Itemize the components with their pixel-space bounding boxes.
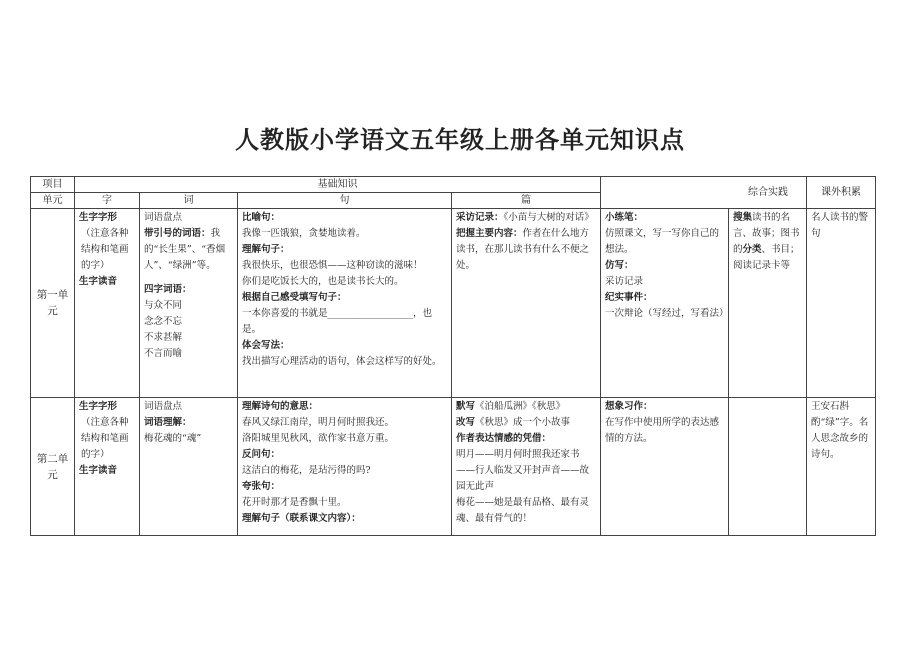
header-ci: 词 <box>140 193 238 209</box>
unit1-extra-cell <box>807 209 876 398</box>
unit1-prac-t3: 一次辩论（写经过，写看法） <box>605 308 729 319</box>
unit2-pian-t3a: 明月——明月何时照我还家书——行人临发又开封声音——故园无此声 <box>456 449 590 492</box>
unit1-ci-idiom: 与众不同 <box>144 300 183 311</box>
unit2-practice-b-cell <box>729 398 807 536</box>
unit1-ju-h3: 根据自己感受填写句子： <box>242 292 347 303</box>
unit2-pian-h2: 改写 <box>456 417 476 428</box>
page-title: 人教版小学语文五年级上册各单元知识点 <box>235 126 685 154</box>
unit1-ci-idiom: 不言而喻 <box>144 348 183 359</box>
unit2-pian-h3: 作者表达情感的凭借： <box>456 433 552 444</box>
unit1-ci-panel: 词语盘点 <box>144 212 183 223</box>
unit1-ju-t4: 找出描写心理活动的语句，体会这样写的好处。 <box>242 356 442 367</box>
unit1-ju-t3: 一本你喜爱的书就是__________________，也是。 <box>242 308 433 335</box>
unit2-ju-h4: 理解句子（联系课文内容）： <box>242 513 361 524</box>
unit2-pian-t1: 《泊船瓜洲》《秋思》 <box>475 401 566 412</box>
unit1-pian-h2: 把握主要内容： <box>456 228 523 239</box>
unit1-ju-h1: 比喻句： <box>242 212 281 223</box>
unit1-label: 第一单元 <box>31 209 75 398</box>
header-practice: 综合实践 <box>601 177 807 209</box>
unit2-ju-h1: 理解诗句的意思： <box>242 401 319 412</box>
header-zi: 字 <box>75 193 140 209</box>
unit2-zi-note: （注意各种结构和笔画的字） <box>81 417 129 460</box>
unit2-practice-a-cell <box>601 398 729 536</box>
unit1-practice-a-cell <box>601 209 729 398</box>
unit2-ju-cell <box>238 398 452 536</box>
unit2-pian-t3b: 梅花——她是最有品格、最有灵魂、最有骨气的！ <box>456 497 590 524</box>
unit1-pian-t1: 《小苗与大树的对话》 <box>503 212 594 223</box>
unit1-ju-cell <box>238 209 452 398</box>
unit1-prac-h2: 仿写： <box>605 260 634 271</box>
unit1-pracb-h1: 搜集 <box>733 212 753 223</box>
unit1-pian-h1: 采访记录： <box>456 212 504 223</box>
unit1-pracb-h2: 分类 <box>742 244 762 255</box>
unit2-prac-t1: 在写作中使用所学的表达感情的方法。 <box>605 417 720 444</box>
unit2-ju-t3: 花开时那才是香飘十里。 <box>242 497 347 508</box>
unit2-extra-cell <box>807 398 876 536</box>
unit2-zi-sound: 生字读音 <box>79 465 118 476</box>
header-basic: 基础知识 <box>75 177 601 193</box>
unit1-prac-t1: 仿照课文，写一写你自己的想法。 <box>605 228 720 255</box>
unit1-ju-t2a: 我很快乐，也很恐惧——这种窃读的滋味！ <box>242 260 423 271</box>
unit1-ju-h2: 理解句子： <box>242 244 290 255</box>
unit1-ju-t2b: 你们是吃饭长大的，也是读书长大的。 <box>242 276 404 287</box>
unit2-ju-h2: 反问句： <box>242 449 281 460</box>
unit1-ju-h4: 体会写法： <box>242 340 290 351</box>
unit1-prac-h1: 小练笔： <box>605 212 644 223</box>
unit1-zi-cell <box>75 209 140 398</box>
unit1-zi-sound: 生字读音 <box>79 276 118 287</box>
unit1-zi-note: （注意各种结构和笔画的字） <box>81 228 129 271</box>
unit2-ci-panel: 词语盘点 <box>144 401 183 412</box>
unit1-prac-t2: 采访记录 <box>605 276 644 287</box>
unit1-pian-cell <box>452 209 601 398</box>
unit2-ci-l3: 梅花魂的“魂” <box>144 433 202 444</box>
header-extra: 课外积累 <box>807 177 876 209</box>
unit1-zi-form: 生字字形 <box>79 212 118 223</box>
unit1-practice-b-cell <box>729 209 807 398</box>
unit2-zi-cell <box>75 398 140 536</box>
unit1-pian-t2: 作者在什么地方读书，在那儿读书有什么不便之处。 <box>456 228 590 271</box>
unit2-ci-head: 词语理解： <box>144 417 192 428</box>
unit2-ci-cell <box>140 398 238 536</box>
unit1-pracb-t1b: 、书目；阅读记录卡等 <box>733 244 800 271</box>
header-ju: 句 <box>238 193 452 209</box>
unit1-ci-quoted-body: 我的“长生果”、“香烟人”、“绿洲”等。 <box>144 228 226 271</box>
unit1-pracb-t1a: 读书的名言、故事；图书的 <box>733 212 800 255</box>
header-pian: 篇 <box>452 193 601 209</box>
unit2-row <box>31 398 876 536</box>
unit1-ju-t1: 我像一匹饿狼，贪婪地读着。 <box>242 228 366 239</box>
unit1-extra: 名人读书的警句 <box>811 212 869 239</box>
unit2-extra: 王安石斟酌“绿”字。名人思念故乡的诗句。 <box>811 401 869 460</box>
unit1-ci-idiom: 不求甚解 <box>144 332 183 343</box>
unit2-label: 第二单元 <box>31 398 75 536</box>
unit1-ci-quoted-head: 带引号的词语： <box>144 228 211 239</box>
unit2-ju-h3: 夸张句： <box>242 481 281 492</box>
unit2-pian-h1: 默写 <box>456 401 476 412</box>
unit1-row <box>31 209 876 398</box>
unit1-prac-h3: 纪实事件： <box>605 292 653 303</box>
knowledge-table <box>30 176 876 536</box>
unit2-prac-h1: 想象习作： <box>605 401 653 412</box>
header-unit: 单元 <box>31 193 75 209</box>
header-row-1 <box>31 177 876 193</box>
unit1-ci-cell <box>140 209 238 398</box>
unit2-ju-t2: 这洁白的梅花，是玷污得的吗? <box>242 465 371 476</box>
unit2-pian-cell <box>452 398 601 536</box>
header-project: 项目 <box>31 177 75 193</box>
unit1-ci-idiom: 念念不忘 <box>144 316 183 327</box>
unit2-pian-t2: 《秋思》成一个小故事 <box>475 417 571 428</box>
unit2-zi-form: 生字字形 <box>79 401 118 412</box>
unit2-ju-t1a: 春风又绿江南岸，明月何时照我还。 <box>242 417 395 428</box>
unit2-ju-t1b: 洛阳城里见秋风，欲作家书意万重。 <box>242 433 395 444</box>
unit1-ci-idiom-head: 四字词语： <box>144 284 192 295</box>
